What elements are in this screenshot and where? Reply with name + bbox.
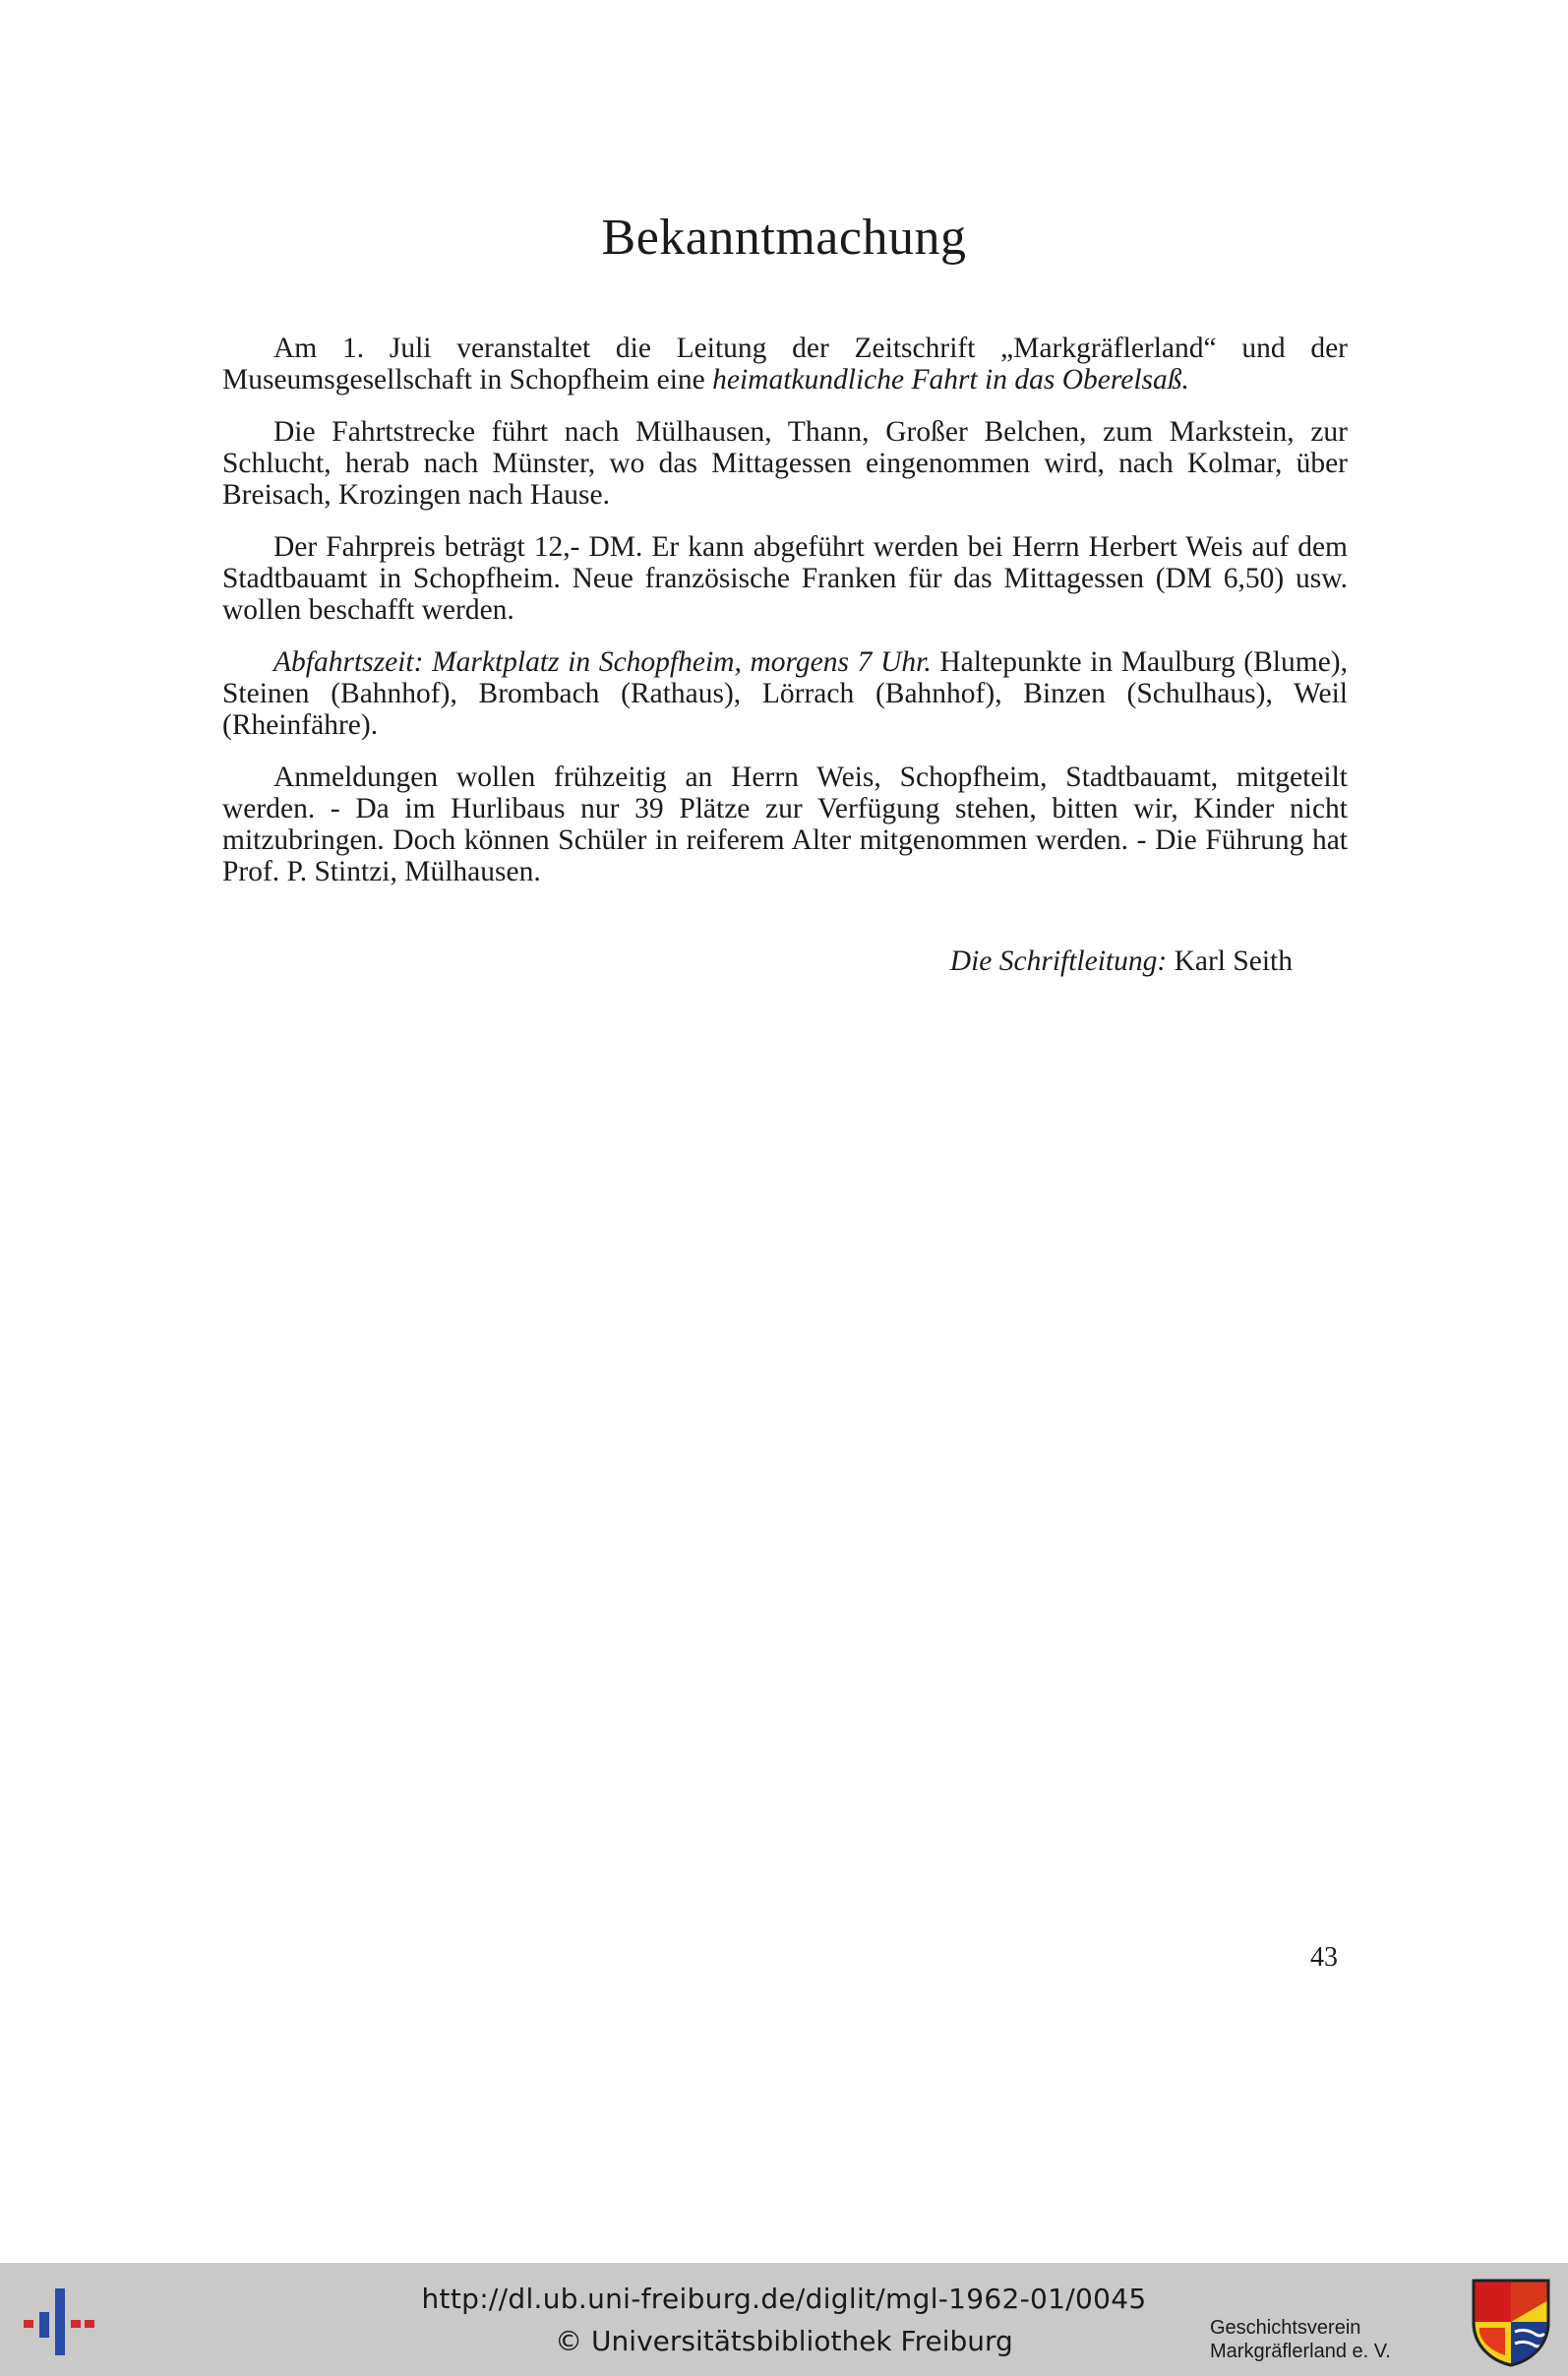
paragraph [222, 416, 1348, 511]
publisher-name-line2: Markgräflerland e. V. [1210, 2341, 1391, 2362]
copyright-notice: © Universitätsbibliothek Freiburg [555, 2325, 1013, 2357]
coat-of-arms-icon[interactable] [1470, 2277, 1552, 2367]
signature-name: Karl Seith [1167, 945, 1293, 977]
paragraph [222, 646, 1348, 741]
announcement-body [222, 333, 1348, 887]
text-run: Haltepunkte in Maulburg (Blume), Steinen (Bahnhof), Brombach (Rathaus), Lörrach (Bahnhof), Binzen (Schulhaus), Weil (Rheinfähre). [222, 646, 1348, 741]
publisher-name [1210, 2316, 1456, 2363]
italic-text-run: Abfahrtszeit: Marktplatz in Schopfheim, morgens 7 Uhr. [273, 646, 932, 678]
signature-label: Die Schriftleitung: [949, 945, 1168, 977]
text-run: Die Fahrtstrecke führt nach Mülhausen, Thann, Großer Belchen, zum Markstein, zur Schlucht, herab nach Münster, wo das Mittagessen eingenommen wird, nach Kolmar, über Breisach, Krozingen nach Hause. [222, 416, 1348, 511]
italic-text-run: heimatkundliche Fahrt in das Oberelsaß. [712, 364, 1189, 396]
paragraph [222, 333, 1348, 396]
signature [222, 945, 1293, 978]
text-run: Der Fahrpreis beträgt 12,- DM. Er kann abgeführt werden bei Herrn Herbert Weis auf dem Stadtbauamt in Schopfheim. Neue französische Franken für das Mittagessen (DM 6,50) usw. wollen beschafft werden. [222, 531, 1348, 626]
page-title: Bekanntmachung [601, 210, 967, 266]
paragraph [222, 531, 1348, 626]
publisher-name-line1: Geschichtsverein [1210, 2317, 1361, 2339]
footer-bar [0, 2263, 1568, 2376]
text-run: Anmeldungen wollen frühzeitig an Herrn Weis, Schopfheim, Stadtbauamt, mitgeteilt werden. - Da im Hurlibaus nur 39 Plätze zur Verfügung stehen, bitten wir, Kinder nicht mitzubringen. Doch können Schüler in reiferem Alter mitgenommen werden. - Die Führung hat Prof. P. Stintzi, Mülhausen. [222, 762, 1348, 887]
paragraph [222, 762, 1348, 887]
text-run: Am 1. Juli veranstaltet die Leitung der Zeitschrift „Markgräflerland“ und der Museumsgesellschaft in Schopfheim eine [222, 333, 1348, 396]
permalink-url[interactable]: http://dl.ub.uni-freiburg.de/diglit/mgl-1962-01/0045 [421, 2283, 1147, 2315]
page-number: 43 [1310, 1942, 1338, 1973]
